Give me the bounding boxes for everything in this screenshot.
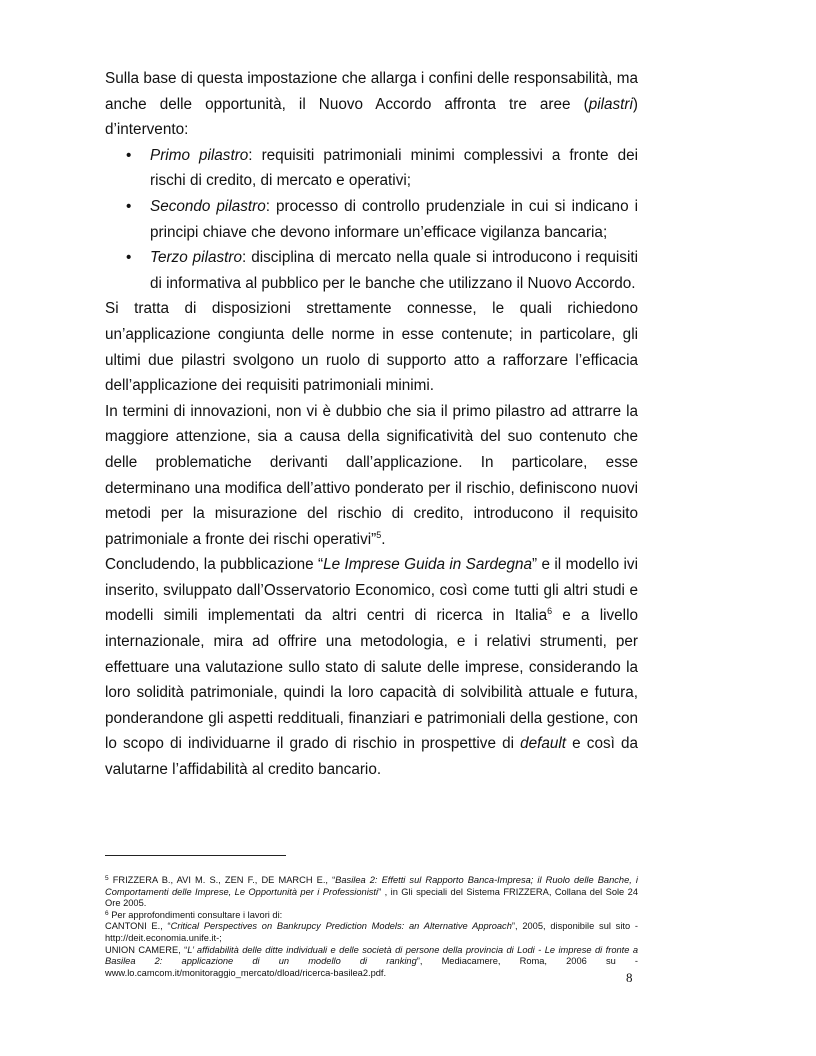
list-item	[105, 194, 638, 245]
footnote-source: ”, Mediacamere, Roma, 2006 su - www.lo.camcom.it/monitoraggio_mercato/dload/ricerca-basilea2.pdf.	[105, 956, 638, 978]
footnote-title: L’ affidabilità delle ditte individuali e delle società di persone della provincia di Lodi - Le imprese di fronte a Basilea 2: applicazione di un modello di ranking	[105, 944, 639, 967]
pillars-list	[105, 143, 638, 297]
bullet-icon: •	[126, 249, 132, 267]
footnote-divider	[105, 855, 286, 856]
footnote-intro: Per approfondimenti consultare i lavori di:	[108, 909, 283, 920]
body-text	[105, 66, 638, 783]
footnote-5	[105, 875, 638, 910]
paragraph	[105, 399, 638, 553]
footnote-source: ” , in Gli speciali del Sistema FRIZZERA, Collana del Sole 24 Ore 2005.	[105, 886, 639, 909]
pillar-title: Primo pilastro	[150, 146, 249, 164]
footnote-authors: FRIZZERA B., AVI M. S., ZEN F., DE MARCH E., “	[108, 875, 336, 885]
paragraph-text: Concludendo, la pubblicazione “	[105, 556, 324, 574]
footnote-6	[105, 910, 638, 922]
pillar-title: Secondo pilastro	[150, 197, 266, 215]
bullet-icon: •	[126, 146, 132, 164]
intro-paragraph	[105, 66, 638, 143]
footnote-number: 6	[105, 909, 109, 917]
paragraph-text-end: .	[381, 530, 386, 548]
pillar-description: : disciplina di mercato nella quale si introducono i requisiti di informativa al pubblico per le banche che utilizzano il Nuovo Accordo.	[150, 249, 638, 292]
paragraph-text-end: e così da valutarne l’affidabilità al credito bancario.	[105, 735, 639, 779]
footnote-authors: CANTONI E., “	[105, 921, 171, 932]
intro-italic-term: pilastri	[588, 95, 633, 113]
footnote-ref[interactable]: 6	[547, 606, 553, 617]
paragraph-text: e a livello internazionale, mira ad offrire una metodologia, e i relativi strumenti, per effettuare una valutazione sullo stato di salute delle imprese, considerando la loro solidità patrimoniale, quindi la loro capacità di solvibilità attuale e futura, ponderandone gli aspetti reddituali, finanziari e patrimoniali della gestione, con lo scopo di individuarne il grado di rischio in prospettive di	[105, 607, 638, 753]
footnote-6-ref-2	[105, 945, 638, 980]
pillar-description: : requisiti patrimoniali minimi complessivi a fronte dei rischi di credito, di mercato e operativi;	[150, 146, 638, 190]
footnote-6-ref-1	[105, 921, 638, 944]
intro-text-end: ) d’intervento:	[105, 95, 638, 139]
page-number: 8	[626, 970, 633, 985]
pillar-description: : processo di controllo prudenziale in cui si indicano i principi chiave che devono informare un’efficace vigilanza bancaria;	[150, 197, 638, 241]
footnote-ref[interactable]: 5	[376, 529, 382, 540]
footnotes	[105, 875, 638, 979]
pillar-title: Terzo pilastro	[150, 249, 242, 267]
footnote-authors: UNION CAMERE, “	[105, 944, 188, 955]
publication-title: Le Imprese Guida in Sardegna	[323, 556, 533, 574]
list-item	[105, 143, 638, 194]
italic-term: default	[520, 735, 567, 753]
list-item	[105, 245, 638, 296]
footnote-title: Basilea 2: Effetti sul Rapporto Banca-Impresa; il Ruolo delle Banche, i Comportamenti delle Imprese, Le Opportunità per i Professionisti	[105, 875, 638, 897]
paragraph: Si tratta di disposizioni strettamente connesse, le quali richiedono un’applicazione congiunta delle norme in esse contenute; in particolare, gli ultimi due pilastri svolgono un ruolo di supporto atto a rafforzare l’efficacia dell’applicazione dei requisiti patrimoniali minimi.	[105, 300, 638, 395]
footnote-title: Critical Perspectives on Bankrupcy Prediction Models: an Alternative Approach	[170, 921, 512, 932]
paragraph-text: ” e il modello ivi inserito, sviluppato dall’Osservatorio Economico, così come tutti gli altri studi e modelli simili implementati da altri centri di ricerca in Italia	[105, 556, 638, 625]
paragraph	[105, 552, 638, 782]
paragraph-text: In termini di innovazioni, non vi è dubbio che sia il primo pilastro ad attrarre la maggiore attenzione, sia a causa della significatività del suo contenuto che delle problematiche derivanti dall’applicazione. In particolare, esse determinano una modifica dell’attivo ponderato per il rischio, definiscono nuovi metodi per la misurazione del rischio di credito, introducono il requisito patrimoniale a fronte dei rischi operativi”	[105, 402, 638, 548]
intro-text: Sulla base di questa impostazione che allarga i confini delle responsabilità, ma anche delle opportunità, il Nuovo Accordo affronta tre aree (	[105, 70, 638, 113]
footnote-number: 5	[105, 875, 109, 882]
bullet-icon: •	[126, 197, 132, 215]
footnote-source: ”, 2005, disponibile sul sito -http://deit.economia.unife.it-;	[105, 921, 639, 943]
